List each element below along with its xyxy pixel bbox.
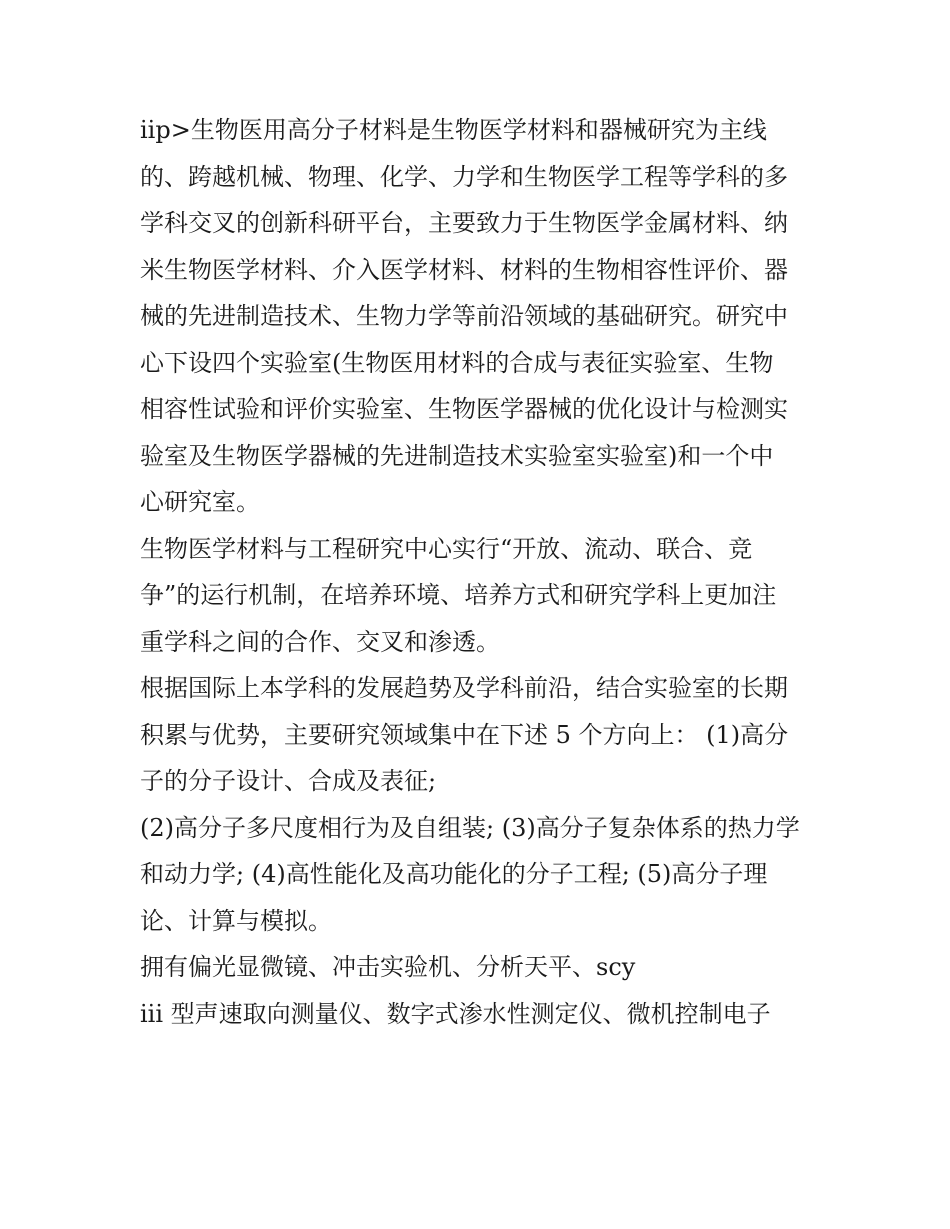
text-line: (2)高分子多尺度相行为及自组装; (3)高分子复杂体系的热力学: [140, 813, 800, 842]
paragraph-research-directions: [140, 665, 820, 805]
text-line: 争”的运行机制，在培养环境、培养方式和研究学科上更加注: [140, 581, 777, 609]
text-line: 相容性试验和评价实验室、生物医学器械的优化设计与检测实: [140, 395, 788, 423]
text-line: 验室及生物医学器械的先进制造技术实验室实验室)和一个中: [140, 441, 774, 470]
text-line: 和动力学; (4)高性能化及高功能化的分子工程; (5)高分子理: [140, 860, 768, 888]
text-line: 心下设四个实验室(生物医用材料的合成与表征实验室、生物: [140, 348, 774, 377]
text-line: iii 型声速取向测量仪、数字式渗水性测定仪、微机控制电子: [140, 999, 771, 1028]
text-line: 的、跨越机械、物理、化学、力学和生物医学工程等学科的多: [140, 162, 788, 191]
paragraph-equipment-continued: [140, 991, 820, 1038]
text-line: 米生物医学材料、介入医学材料、材料的生物相容性评价、器: [140, 255, 788, 284]
text-line: 学科交叉的创新科研平台，主要致力于生物医学金属材料、纳: [140, 209, 788, 237]
paragraph-equipment: [140, 944, 820, 991]
text-line: 子的分子设计、合成及表征;: [140, 767, 437, 795]
document-page: [140, 107, 820, 1037]
paragraph-intro: [140, 107, 820, 526]
text-line: 根据国际上本学科的发展趋势及学科前沿，结合实验室的长期: [140, 674, 788, 702]
text-line: 械的先进制造技术、生物力学等前沿领域的基础研究。研究中: [140, 302, 788, 330]
text-line: 生物医学材料与工程研究中心实行“开放、流动、联合、竞: [140, 534, 753, 563]
text-line: 积累与优势，主要研究领域集中在下述 5 个方向上： (1)高分: [140, 720, 789, 749]
paragraph-mechanism: [140, 526, 820, 666]
text-line: iip>生物医用高分子材料是生物医学材料和器械研究为主线: [140, 116, 767, 144]
text-line: 重学科之间的合作、交叉和渗透。: [140, 627, 500, 656]
text-line: 论、计算与模拟。: [140, 906, 332, 935]
paragraph-direction-list: [140, 805, 820, 945]
text-line: 心研究室。: [140, 488, 260, 516]
text-line: 拥有偏光显微镜、冲击实验机、分析天平、scy: [140, 953, 636, 981]
